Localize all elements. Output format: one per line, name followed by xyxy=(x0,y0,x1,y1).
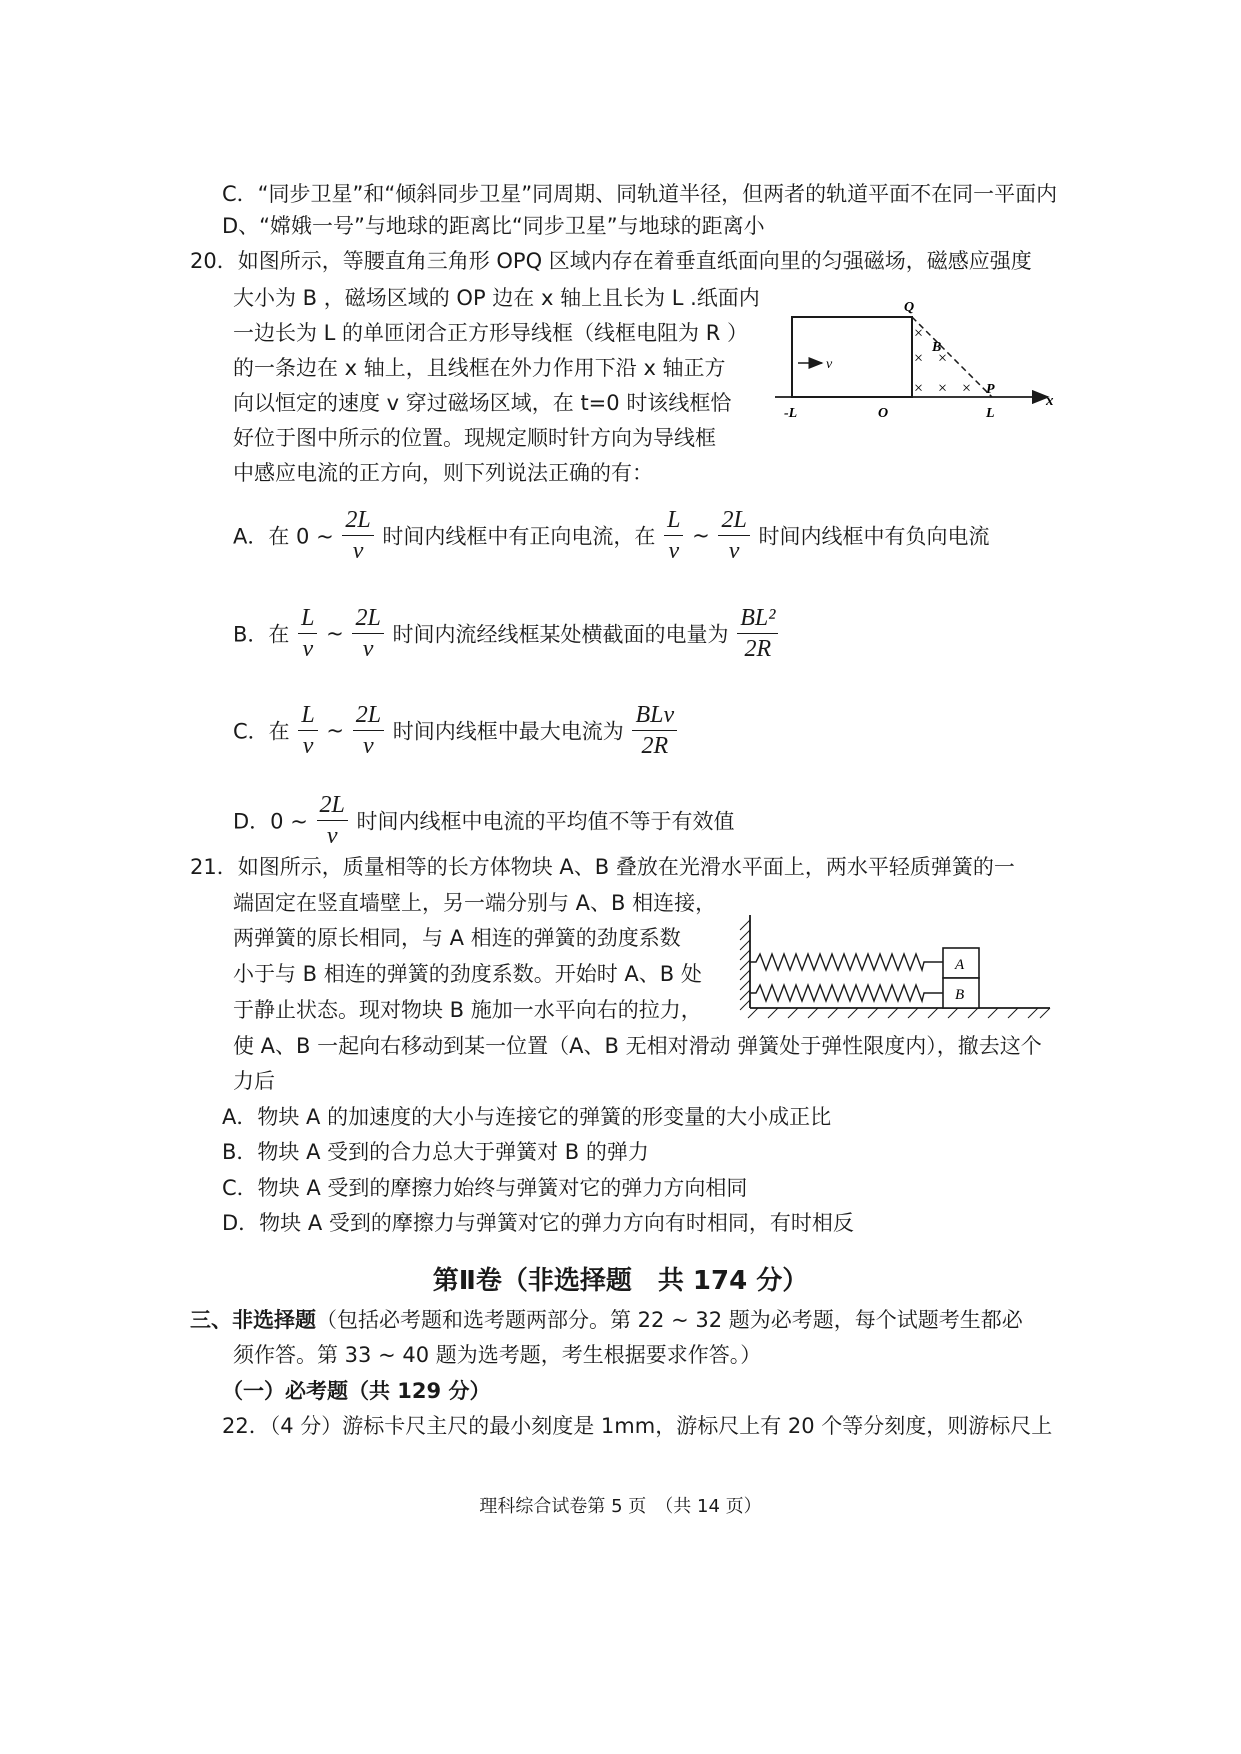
page-footer: 理科综合试卷第 5 页 （共 14 页） xyxy=(479,1496,762,1517)
q20-stem-line: 向以恒定的速度 v 穿过磁场区域，在 t=0 时该线框恰 xyxy=(233,391,732,415)
label-p: P xyxy=(986,382,995,397)
label-block-b: B xyxy=(955,987,965,1003)
q19-option-c: C．“同步卫星”和“倾斜同步卫星”同周期、同轨道半径，但两者的轨道平面不在同一平面内 xyxy=(222,182,1058,206)
label-q: Q xyxy=(904,300,915,315)
part2-title: 第Ⅱ卷（非选择题 共 174 分） xyxy=(432,1266,809,1296)
floor-hatch xyxy=(748,1008,1050,1018)
required-subsection: （一）必考题（共 129 分） xyxy=(222,1379,491,1403)
q21-stem-line: 21．如图所示，质量相等的长方体物块 A、B 叠放在光滑水平面上，两水平轻质弹簧的一 xyxy=(190,855,1015,879)
label-block-a: A xyxy=(955,957,965,973)
q20-stem-line: 的一条边在 x 轴上，且线框在外力作用下沿 x 轴正方 xyxy=(233,356,726,380)
label-o: O xyxy=(878,406,889,421)
q20-magnetic-field-figure xyxy=(770,293,1060,423)
field-cross: × xyxy=(914,325,924,342)
q21-option-c: C．物块 A 受到的摩擦力始终与弹簧对它的弹力方向相同 xyxy=(222,1176,748,1200)
label-neg-l: -L xyxy=(784,406,798,421)
section3-header xyxy=(190,1310,1023,1331)
q21-option-a: A．物块 A 的加速度的大小与连接它的弹簧的形变量的大小成正比 xyxy=(222,1105,832,1129)
q21-stem-line: 力后 xyxy=(233,1069,275,1093)
triangle-hypotenuse xyxy=(912,317,992,397)
field-cross: × xyxy=(962,380,972,397)
q20-option-b: B．在 $\frac{L}{v}$ ~ $\frac{2L}{v}$ 时间内流经线框某处横截面的电量为 $\frac{\text{BL²}}{2R}$ xyxy=(233,603,780,664)
q21-stem-line: 于静止状态。现对物块 B 施加一水平向右的拉力， xyxy=(233,998,702,1022)
q19-option-d: D、“嫦娥一号”与地球的距离比“同步卫星”与地球的距离小 xyxy=(222,214,765,238)
q20-stem-line: 一边长为 L 的单匝闭合正方形导线框（线框电阻为 R ） xyxy=(233,321,748,345)
q21-stem-line: 使 A、B 一起向右移动到某一位置（A、B 无相对滑动 弹簧处于弹性限度内），撤去这个 xyxy=(233,1034,1042,1058)
q21-option-b: B．物块 A 受到的合力总大于弹簧对 B 的弹力 xyxy=(222,1140,649,1164)
q22-stem: 22．（4 分）游标卡尺主尺的最小刻度是 1mm，游标尺上有 20 个等分刻度，则游标尺上 xyxy=(222,1414,1053,1438)
label-b: B xyxy=(932,340,942,355)
q21-stem-line: 两弹簧的原长相同，与 A 相连的弹簧的劲度系数 xyxy=(233,926,681,950)
q20-option-c: C．在 $\frac{L}{v}$ ~ $\frac{2L}{v}$ 时间内线框中最大电流为 $\frac{\text{BLv}}{2R}$ xyxy=(233,700,679,761)
q20-stem-line: 大小为 B ，磁场区域的 OP 边在 x 轴上且长为 L .纸面内 xyxy=(233,286,760,310)
spring-b xyxy=(750,985,943,1001)
field-cross: × xyxy=(914,350,924,367)
q20-option-d: D．0 ~ $\frac{2L}{v}$ 时间内线框中电流的平均值不等于有效值 xyxy=(233,792,735,849)
section3-label: 三、非选择题 xyxy=(190,1308,316,1332)
q20-stem-line: 中感应电流的正方向，则下列说法正确的有： xyxy=(233,461,653,485)
wall-hatch xyxy=(740,920,750,1010)
field-cross: × xyxy=(914,380,924,397)
q21-spring-blocks-figure xyxy=(738,910,1058,1020)
square-wire-frame xyxy=(792,317,912,397)
section3-text: （包括必考题和选考题两部分。第 22 ~ 32 题为必考题，每个试题考生都必 xyxy=(316,1308,1023,1332)
q20-option-a: A．在 0 ~ $\frac{2L}{v}$ 时间内线框中有正向电流，在 $\frac{L}{v}$ ~ $\frac{2L}{v}$ 时间内线框中有负向电流 xyxy=(233,507,990,564)
label-l: L xyxy=(986,406,995,421)
field-cross: × xyxy=(938,380,948,397)
label-x: x xyxy=(1046,393,1054,409)
q20-stem-line: 好位于图中所示的位置。现规定顺时针方向为导线框 xyxy=(233,426,716,450)
q21-stem-line: 端固定在竖直墙壁上，另一端分别与 A、B 相连接， xyxy=(233,891,717,915)
q21-option-d: D．物块 A 受到的摩擦力与弹簧对它的弹力方向有时相同，有时相反 xyxy=(222,1211,854,1235)
q21-stem-line: 小于与 B 相连的弹簧的劲度系数。开始时 A、B 处 xyxy=(233,962,702,986)
q20-stem-line: 20．如图所示，等腰直角三角形 OPQ 区域内存在着垂直纸面向里的匀强磁场，磁感应强度 xyxy=(190,249,1032,273)
spring-a xyxy=(750,954,943,970)
section3-text-line2: 须作答。第 33 ~ 40 题为选考题，考生根据要求作答。） xyxy=(233,1343,762,1367)
label-v: v xyxy=(826,357,833,372)
field-cross: × xyxy=(938,350,948,367)
